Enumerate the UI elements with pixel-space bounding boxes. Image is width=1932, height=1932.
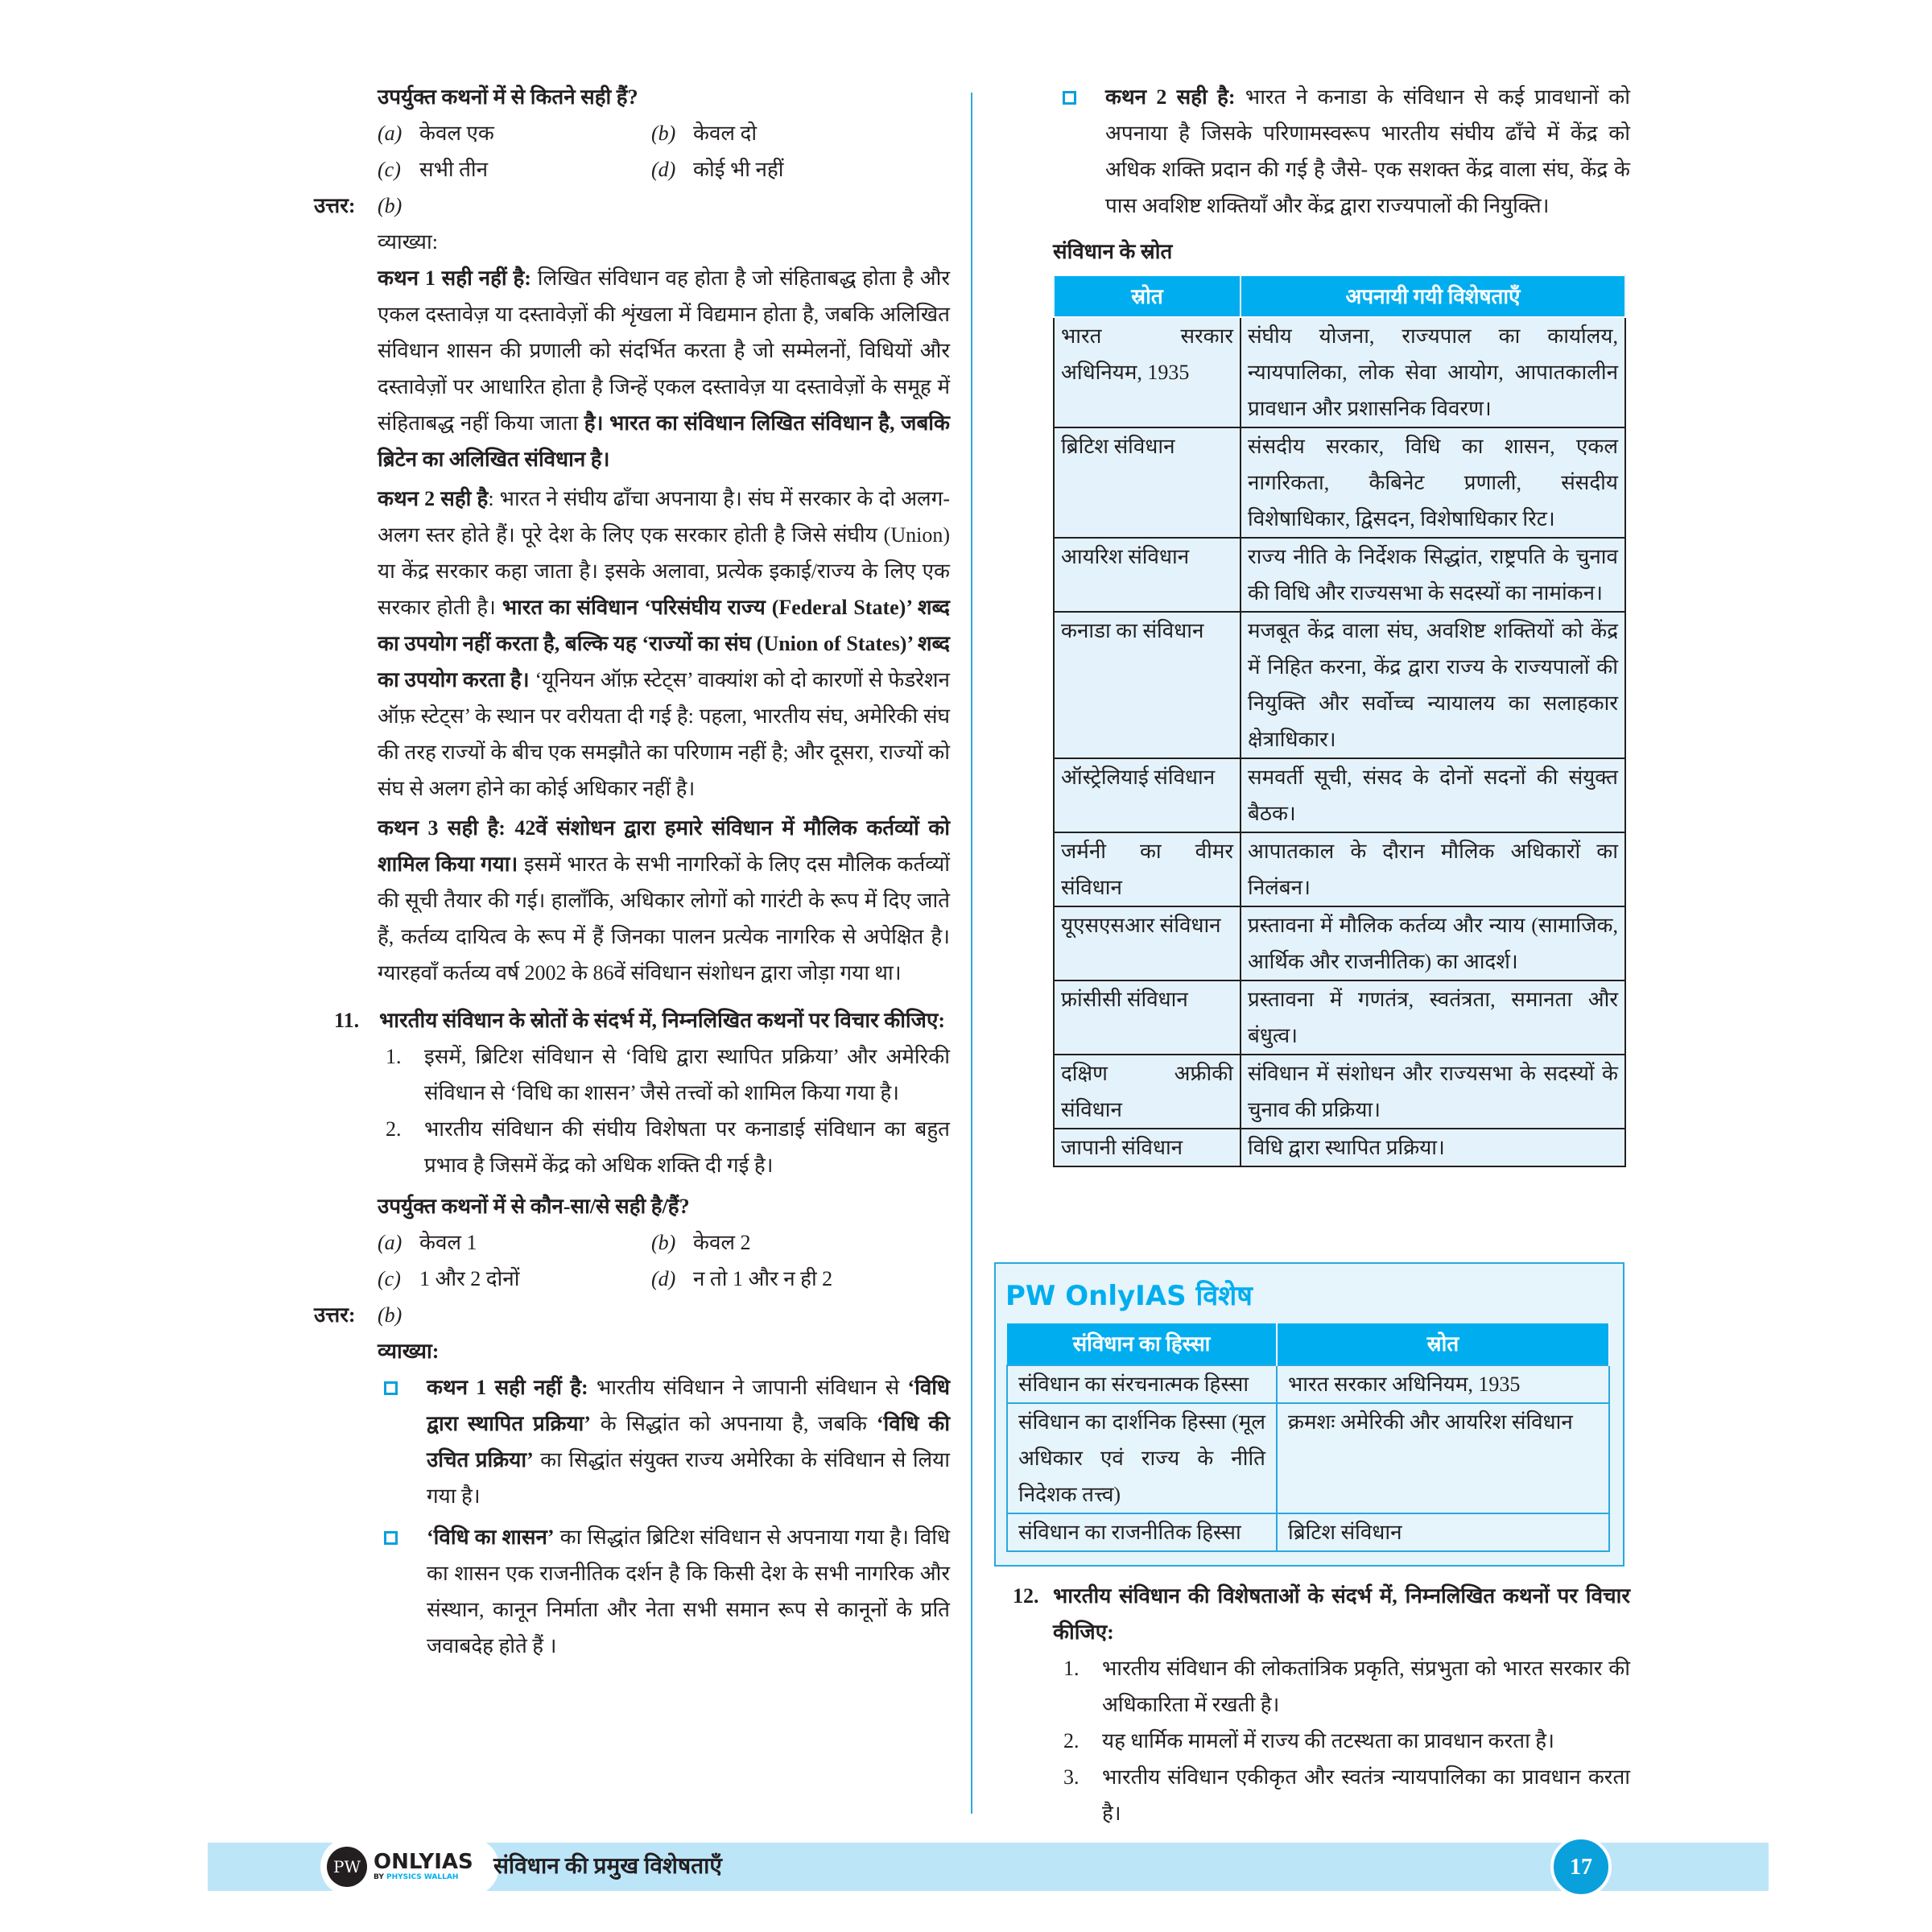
square-bullet-icon [1063,91,1076,105]
table-header-row [1007,1323,1609,1365]
table-cell: ब्रिटिश संविधान [1277,1513,1609,1551]
table-cell: संविधान का राजनीतिक हिस्सा [1007,1513,1277,1551]
pw-onlyias-box [994,1262,1624,1567]
left-column [314,79,950,1669]
explanation-paragraph [378,260,950,477]
column-divider [971,93,972,1814]
table-row [1054,980,1625,1055]
sources-table [1053,275,1626,1167]
table-row [1054,427,1625,538]
pw-box-title: PW OnlyIAS विशेष [1005,1280,1253,1312]
question-text: भारतीय संविधान के स्रोतों के संदर्भ में, निम्नलिखित कथनों पर विचार कीजिए: [379,1009,945,1032]
logo-by: BY [374,1873,384,1881]
table-cell: ऑस्ट्रेलियाई संविधान [1054,758,1241,832]
table-header-row [1054,275,1625,317]
right-column [1038,79,1630,1167]
statement-item [314,1111,950,1183]
bullet-text [1105,79,1630,224]
text-segment: : भारत ने संघीय ढाँचा अपनाया है। संघ में सरकार के दो अलग-अलग स्तर होते हैं। पूरे देश के लिए एक सरकार होती है जिसे संघीय (Union) या केंद्र सरकार कहा जाता है। इसके अलावा, प्रत्येक इकाई/राज्य के लिए एक सरकार होती है। [378,487,950,619]
explanation-paragraph [378,810,950,991]
q10-explanation [314,260,950,991]
option-letter: (c) [378,158,401,181]
text-segment: ‘यूनियन ऑफ़ स्टेट्स’ वाक्यांश को दो कारणों से फेडरेशन ऑफ़ स्टेट्स’ के स्थान पर वरीयता दी गई है: पहला, भारतीय संघ, अमेरिकी संघ की तरह राज्यों के बीच एक समझौते का परिणाम नहीं है; और दूसरा, राज्यों को संघ से अलग होने का कोई अधिकार नहीं है। [378,668,950,800]
table-cell: क्रमशः अमेरिकी और आयरिश संविधान [1277,1403,1609,1513]
question-number: 11. [334,1009,360,1032]
table-row [1007,1403,1609,1513]
option-letter: (a) [378,122,402,145]
table-cell: भारत सरकार अधिनियम, 1935 [1054,317,1241,427]
table-cell: ब्रिटिश संविधान [1054,427,1241,538]
bold-text: कथन 1 सही नहीं है: [427,1376,588,1399]
text-segment: का सिद्धांत ब्रिटिश संविधान से अपनाया गया है। विधि का शासन एक राजनीतिक दर्शन है कि किसी देश के सभी नागरिक और संस्थान, कानून निर्माता और नेता सभी समान रूप से कानूनों के प्रति जवाबदेह होते हैं । [427,1525,950,1657]
table-cell: संसदीय सरकार, विधि का शासन, एकल नागरिकता, कैबिनेट प्रणाली, संसदीय विशेषाधिकार, द्विसदन, विशेषाधिकार रिट। [1241,427,1625,538]
table-cell: विधि द्वारा स्थापित प्रक्रिया। [1241,1129,1625,1166]
table-row [1054,317,1625,427]
option-text: केवल 1 [419,1231,477,1254]
column-header: स्रोत [1277,1323,1609,1365]
square-bullet-icon [384,1381,398,1395]
column-header: संविधान का हिस्सा [1007,1323,1277,1365]
question-number: 12. [1013,1584,1039,1608]
table-cell: भारत सरकार अधिनियम, 1935 [1277,1365,1609,1403]
statement-text: यह धार्मिक मामलों में राज्य की तटस्थता का प्रावधान करता है। [1102,1729,1554,1752]
text-segment: भारतीय संविधान ने जापानी संविधान से [588,1376,908,1399]
bold-text: ‘विधि की उचित प्रक्रिया’ [427,1412,950,1472]
table-cell: संविधान में संशोधन और राज्यसभा के सदस्यों के चुनाव की प्रक्रिया। [1241,1055,1625,1129]
table-cell: संघीय योजना, राज्यपाल का कार्यालय, न्यायपालिका, लोक सेवा आयोग, आपातकालीन प्रावधान और प्रशासनिक विवरण। [1241,317,1625,427]
option-letter: (b) [651,1231,676,1254]
bullet-item [314,1369,950,1514]
table-row [1054,906,1625,980]
logo-name: ONLYIAS [374,1850,473,1874]
table-row [1054,1055,1625,1129]
option-0 [378,115,651,151]
bullet-text [427,1369,950,1514]
option-2 [378,1261,651,1297]
statement-number: 1. [1063,1657,1080,1680]
text-segment: इसमें भारत के सभी नागरिकों के लिए दस मौलिक कर्तव्यों की सूची तैयार की गई। हालाँकि, अधिकार लोगों को गारंटी के रूप में दिए जाते हैं, कर्तव्य दायित्व के रूप में हैं जिनका पालन प्रत्येक नागरिक से अपेक्षित है। ग्यारहवाँ कर्तव्य वर्ष 2002 के 86वें संविधान संशोधन द्वारा जोड़ा गया था। [378,852,950,985]
q10-prompt: उपर्युक्त कथनों में से कितने सही हैं? [378,85,638,109]
table-cell: आयरिश संविधान [1054,538,1241,612]
table-cell: समवर्ती सूची, संसद के दोनों सदनों की संयुक्त बैठक। [1241,758,1625,832]
bold-text: कथन 1 सही नहीं है: [378,266,531,290]
explanation-label: व्याख्या: [378,230,438,254]
column-header: स्रोत [1054,275,1241,317]
explanation-label: व्याख्या: [378,1340,440,1363]
option-text: सभी तीन [419,158,489,181]
table-cell: जर्मनी का वीमर संविधान [1054,832,1241,906]
pw-logo-icon: PW [327,1847,367,1887]
answer-label: उत्तर: [314,194,356,217]
bullet-item [314,1519,950,1664]
table-cell: प्रस्तावना में मौलिक कर्तव्य और न्याय (सामाजिक, आर्थिक और राजनीतिक) का आदर्श। [1241,906,1625,980]
question-12 [1006,1578,1630,1831]
statement-text: इसमें, ब्रिटिश संविधान से ‘विधि द्वारा स्थापित प्रक्रिया’ और अमेरिकी संविधान से ‘विधि का शासन’ जैसे तत्त्वों को शामिल किया गया है। [424,1045,950,1104]
statement-item [992,1759,1630,1831]
statement-text: भारतीय संविधान की लोकतांत्रिक प्रकृति, संप्रभुता को भारत सरकार की अधिकारिता में रखती है। [1102,1657,1630,1716]
table-row [1007,1513,1609,1551]
q10-options [314,115,950,188]
q11-answer [314,1297,950,1333]
bold-text: भारत का संविधान ‘परिसंघीय राज्य (Federal State)’ शब्द का उपयोग नहीं करता है, बल्कि यह ‘राज्यों का संघ (Union of States)’ शब्द का उपयोग करता है। [378,596,950,691]
q12-statements [992,1650,1630,1831]
chapter-title: संविधान की प्रमुख विशेषताएँ [493,1854,722,1879]
table-cell: जापानी संविधान [1054,1129,1241,1166]
statement-number: 2. [386,1117,402,1141]
option-1 [651,1224,925,1261]
table-cell: यूएसएसआर संविधान [1054,906,1241,980]
option-text: कोई भी नहीं [693,158,784,181]
table-row [1054,612,1625,758]
bold-text: कथन 2 सही है [378,487,489,510]
answer-value: (b) [378,194,402,217]
statement-item [992,1650,1630,1723]
q11-options [314,1224,950,1297]
sources-heading: संविधान के स्रोत [1053,240,1173,263]
column-header: अपनायी गयी विशेषताएँ [1241,275,1625,317]
text-segment: लिखित संविधान वह होता है जो संहिताबद्ध होता है और एकल दस्तावेज़ या दस्तावेज़ों की शृंखला में विद्यमान होता है, जबकि अलिखित संविधान शासन की प्रणाली को संदर्भित करता है जो सम्मेलनों, विधियों और दस्तावेज़ों पर आधारित होता है जिन्हें एकल दस्तावेज़ या दस्तावेज़ों के समूह में संहिताबद्ध नहीं किया जाता [378,266,951,435]
option-letter: (d) [651,1267,676,1290]
question-text: भारतीय संविधान की विशेषताओं के संदर्भ में, निम्नलिखित कथनों पर विचार कीजिए: [1053,1584,1630,1644]
option-text: केवल 2 [693,1231,751,1254]
q11-statements [314,1038,950,1183]
bullet-text [427,1519,950,1664]
answer-value: (b) [378,1303,402,1327]
bold-text: ‘विधि द्वारा स्थापित प्रक्रिया’ [427,1376,950,1435]
table-cell: मजबूत केंद्र वाला संघ, अवशिष्ट शक्तियों को केंद्र में निहित करना, केंद्र द्वारा राज्य के राज्यपालों की नियुक्ति और सर्वोच्च न्यायालय का सलाहकार क्षेत्राधिकार। [1241,612,1625,758]
option-text: 1 और 2 दोनों [419,1267,520,1290]
page-footer [208,1843,1769,1891]
page-number: 17 [1550,1836,1612,1897]
statement-item [992,1723,1630,1759]
option-text: केवल दो [693,122,758,145]
table-row [1054,538,1625,612]
question-11 [314,1002,950,1038]
table-cell: आपातकाल के दौरान मौलिक अधिकारों का निलंबन। [1241,832,1625,906]
q11-explanation-cont [993,79,1630,224]
bold-text: है। भारत का संविधान लिखित संविधान है, जबकि ब्रिटेन का अलिखित संविधान है। [378,411,951,471]
table-cell: दक्षिण अफ्रीकी संविधान [1054,1055,1241,1129]
answer-label: उत्तर: [314,1303,356,1327]
logo-by-brand: PHYSICS WALLAH [386,1873,459,1881]
table-row [1007,1365,1609,1403]
option-text: न तो 1 और न ही 2 [693,1267,833,1290]
table-cell: प्रस्तावना में गणतंत्र, स्वतंत्रता, समानता और बंधुत्व। [1241,980,1625,1055]
square-bullet-icon [384,1531,398,1545]
text-segment: के सिद्धांत को अपनाया है, जबकि [590,1412,877,1435]
option-letter: (c) [378,1267,401,1290]
statement-number: 1. [386,1045,402,1068]
explanation-paragraph [378,481,950,807]
text-segment: भारत ने कनाडा के संविधान से कई प्रावधानों को अपनाया है जिसके परिणामस्वरूप भारतीय संघीय ढाँचे में केंद्र को अधिक शक्ति प्रदान की गई है जैसे- एक सशक्त केंद्र वाला संघ, केंद्र के पास अवशिष्ट शक्तियाँ और केंद्र द्वारा राज्यपालों की नियुक्ति। [1105,85,1631,217]
table-cell: राज्य नीति के निर्देशक सिद्धांत, राष्ट्रपति के चुनाव की विधि और राज्यसभा के सदस्यों का नामांकन। [1241,538,1625,612]
q10-answer [314,188,950,224]
option-2 [378,151,651,188]
bold-text: कथन 2 सही है: [1105,85,1236,109]
statement-item [314,1038,950,1111]
table-row [1054,832,1625,906]
statement-text: भारतीय संविधान एकीकृत और स्वतंत्र न्यायपालिका का प्रावधान करता है। [1102,1765,1630,1825]
option-letter: (b) [651,122,676,145]
table-row [1054,1129,1625,1166]
table-cell: संविधान का दार्शनिक हिस्सा (मूल अधिकार एवं राज्य के नीति निदेशक तत्त्व) [1007,1403,1277,1513]
option-letter: (d) [651,158,676,181]
bold-text: कथन 3 सही है: 42वें संशोधन द्वारा हमारे संविधान में मौलिक कर्तव्यों को शामिल किया गया। [378,816,950,876]
statement-text: भारतीय संविधान की संघीय विशेषता पर कनाडाई संविधान का बहुत प्रभाव है जिसमें केंद्र को अधिक शक्ति दी गई है। [424,1117,950,1177]
statement-number: 3. [1063,1765,1080,1789]
pw-table [1006,1323,1610,1552]
table-cell: संविधान का संरचनात्मक हिस्सा [1007,1365,1277,1403]
option-3 [651,151,925,188]
table-row [1054,758,1625,832]
bullet-item [993,79,1630,224]
bold-text: ‘विधि का शासन’ [427,1525,555,1549]
q11-prompt: उपर्युक्त कथनों में से कौन-सा/से सही है/हैं? [378,1195,690,1218]
table-cell: फ्रांसीसी संविधान [1054,980,1241,1055]
onlyias-logo [320,1838,499,1896]
option-text: केवल एक [419,122,494,145]
option-letter: (a) [378,1231,402,1254]
option-1 [651,115,925,151]
q11-explanation [314,1369,950,1664]
statement-number: 2. [1063,1729,1080,1752]
table-cell: कनाडा का संविधान [1054,612,1241,758]
option-0 [378,1224,651,1261]
text-segment: का सिद्धांत संयुक्त राज्य अमेरिका के संविधान से लिया गया है। [427,1448,950,1508]
option-3 [651,1261,925,1297]
